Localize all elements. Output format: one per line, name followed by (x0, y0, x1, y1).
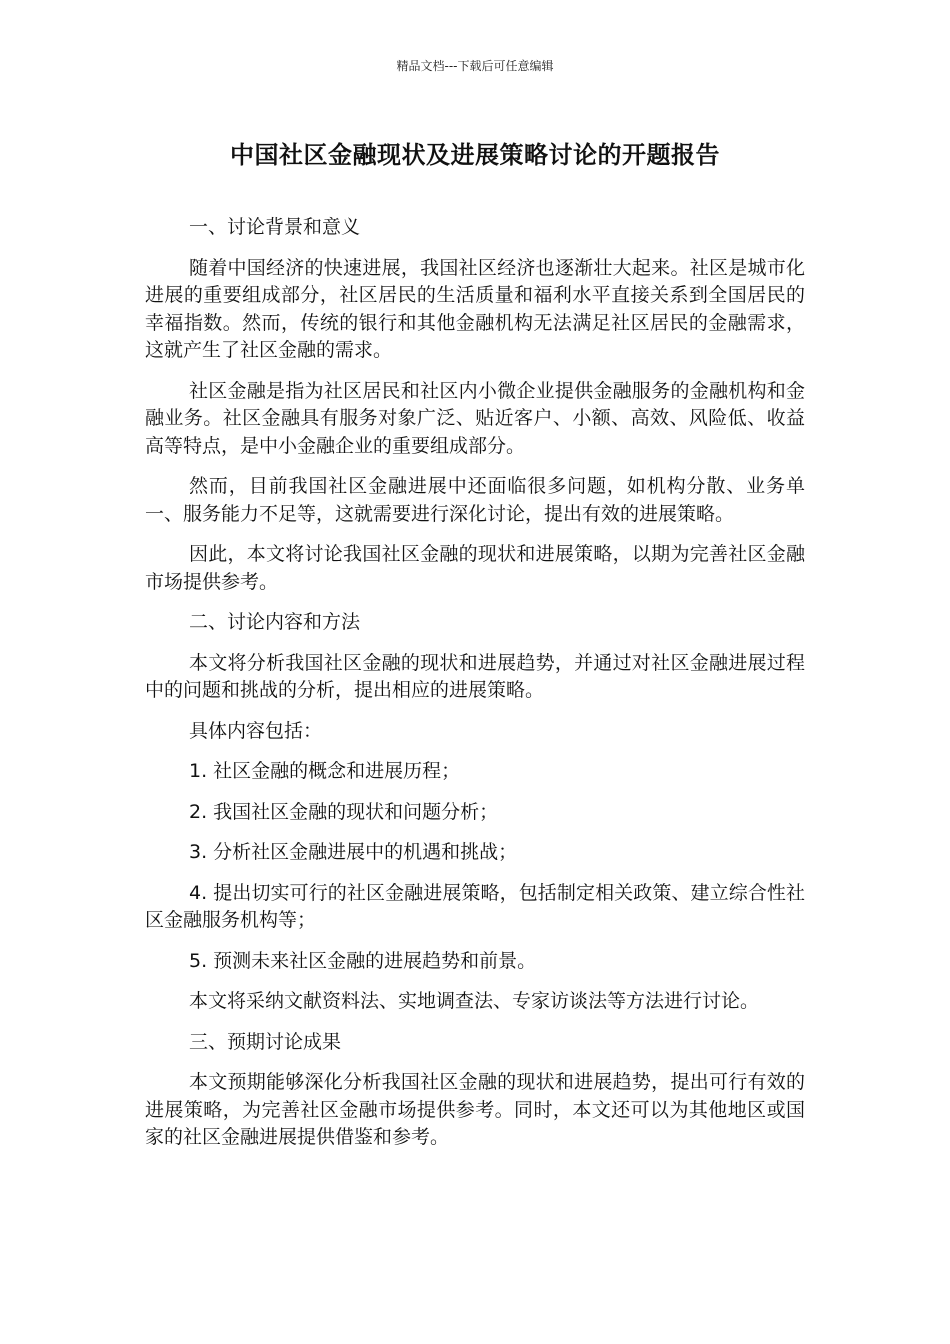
list-item: 1. 社区金融的概念和进展历程； (189, 760, 461, 782)
list-item: 5. 预测未来社区金融的进展趋势和前景。 (189, 949, 537, 972)
paragraph-method: 本文将采纳文献资料法、实地调查法、专家访谈法等方法进行讨论。 (189, 990, 760, 1012)
list-item: 3. 分析社区金融进展中的机遇和挑战； (189, 841, 518, 863)
paragraph-background-4: 因此，本文将讨论我国社区金融的现状和进展策略，以期为完善社区金融市场提供参考。 (145, 543, 805, 593)
document-body (145, 214, 805, 1165)
paragraph-background-2: 社区金融是指为社区居民和社区内小微企业提供金融服务的金融机构和金融业务。社区金融具有服务对象广泛、贴近客户、小额、高效、风险低、收益高等特点，是中小金融企业的重要组成部分。 (145, 379, 805, 457)
paragraph-background-1: 随着中国经济的快速进展，我国社区经济也逐渐壮大起来。社区是城市化进展的重要组成部分，社区居民的生活质量和福利水平直接关系到全国居民的幸福指数。然而，传统的银行和其他金融机构无法满足社区居民的金融需求，这就产生了社区金融的需求。 (145, 256, 805, 361)
list-item: 4. 提出切实可行的社区金融进展策略，包括制定相关政策、建立综合性社区金融服务机构等； (145, 881, 805, 931)
section-heading-expected-results: 三、预期讨论成果 (189, 1030, 342, 1053)
page-header-note: 精品文档---下载后可任意编辑 (396, 59, 554, 73)
paragraph-content-overview: 本文将分析我国社区金融的现状和进展趋势，并通过对社区金融进展过程中的问题和挑战的分析，提出相应的进展策略。 (145, 651, 805, 701)
document-title: 中国社区金融现状及进展策略讨论的开题报告 (230, 141, 720, 169)
section-heading-background: 一、讨论背景和意义 (189, 216, 361, 238)
section-heading-content-method: 二、讨论内容和方法 (189, 611, 361, 633)
list-item: 2. 我国社区金融的现状和问题分析； (189, 800, 499, 823)
paragraph-content-intro: 具体内容包括： (189, 719, 323, 742)
paragraph-expected-results: 本文预期能够深化分析我国社区金融的现状和进展趋势，提出可行有效的进展策略，为完善社区金融市场提供参考。同时，本文还可以为其他地区或国家的社区金融进展提供借鉴和参考。 (145, 1071, 805, 1148)
paragraph-background-3: 然而，目前我国社区金融进展中还面临很多问题，如机构分散、业务单一、服务能力不足等，这就需要进行深化讨论，提出有效的进展策略。 (145, 475, 805, 525)
